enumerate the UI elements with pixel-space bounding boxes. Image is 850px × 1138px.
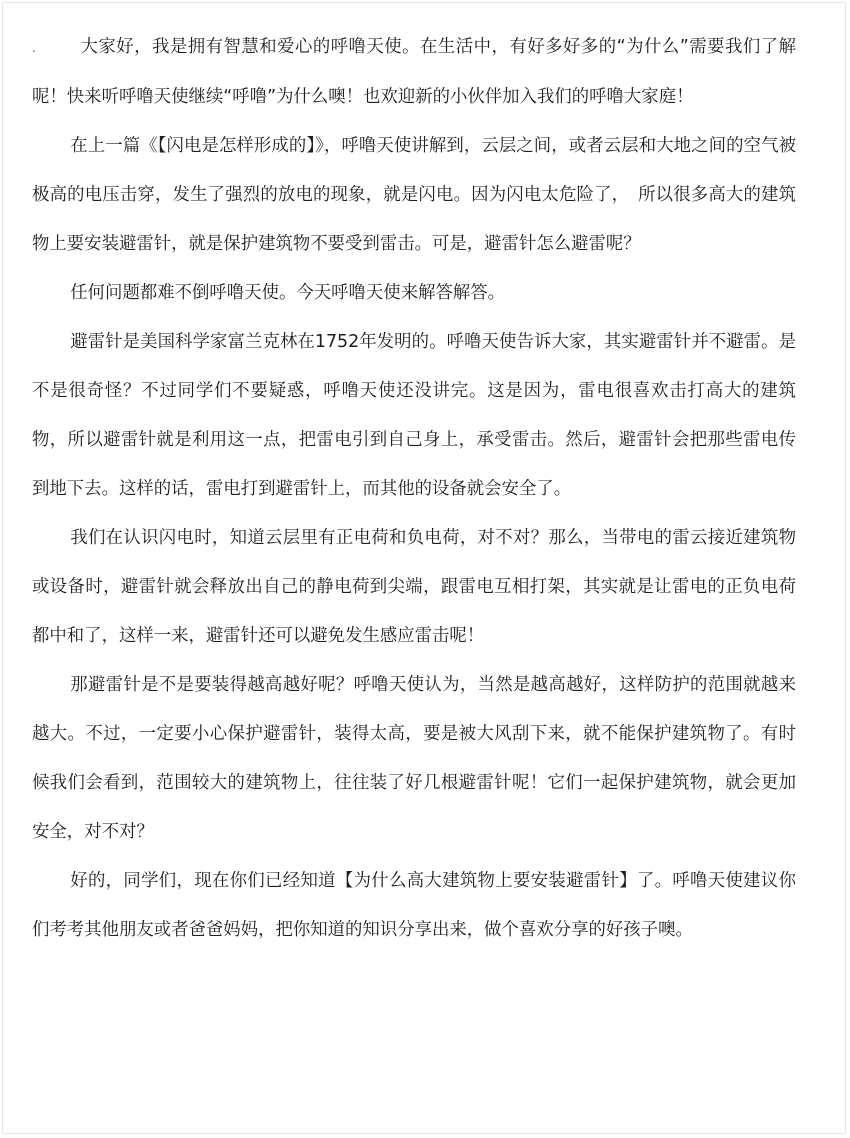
document-page bbox=[2, 2, 846, 1134]
paragraph: 任何问题都难不倒呼噜天使。今天呼噜天使来解答解答。 bbox=[70, 283, 506, 303]
paragraph: 在上一篇《【闪电是怎样形成的】》，呼噜天使讲解到，云层之间，或者云层和大地之间的空气被极高的电压击穿，发生了强烈的放电的现象，就是闪电。因为闪电太危险了， 所以很多高大的建筑物上要安装避雷针，就是保护建筑物不要受到雷击。可是，避雷针怎么避雷呢？ bbox=[32, 136, 796, 254]
paragraph: 那避雷针是不是要装得越高越好呢？呼噜天使认为，当然是越高越好，这样防护的范围就越来越大。不过，一定要小心保护避雷针，装得太高，要是被大风刮下来，就不能保护建筑物了。有时候我们会看到，范围较大的建筑物上，往往装了好几根避雷针呢！它们一起保护建筑物，就会更加安全，对不对？ bbox=[32, 675, 796, 842]
intro-paragraph bbox=[32, 23, 796, 122]
paragraph: 好的，同学们，现在你们已经知道【为什么高大建筑物上要安装避雷针】了。呼噜天使建议你们考考其他朋友或者爸爸妈妈，把你知道的知识分享出来，做个喜欢分享的好孩子噢。 bbox=[32, 871, 796, 940]
paragraph: 我们在认识闪电时，知道云层里有正电荷和负电荷，对不对？那么，当带电的雷云接近建筑物或设备时，避雷针就会释放出自己的静电荷到尖端，跟雷电互相打架，其实就是让雷电的正负电荷都中和了，这样一来，避雷针还可以避免发生感应雷击呢！ bbox=[32, 528, 796, 646]
paragraph: 避雷针是美国科学家富兰克林在1752年发明的。呼噜天使告诉大家，其实避雷针并不避雷。是不是很奇怪？不过同学们不要疑惑，呼噜天使还没讲完。这是因为，雷电很喜欢击打高大的建筑物，所以避雷针就是利用这一点，把雷电引到自己身上，承受雷击。然后，避雷针会把那些雷电传到地下去。这样的话，雷电打到避雷针上，而其他的设备就会安全了。 bbox=[32, 332, 796, 499]
paragraph-text: 大家好，我是拥有智慧和爱心的呼噜天使。在生活中，有好多好多的“为什么”需要我们了解呢！快来听呼噜天使继续“呼噜”为什么噢！也欢迎新的小伙伴加入我们的呼噜大家庭！ bbox=[32, 37, 796, 107]
article-body bbox=[32, 23, 796, 955]
lead-marker: . bbox=[32, 41, 36, 55]
